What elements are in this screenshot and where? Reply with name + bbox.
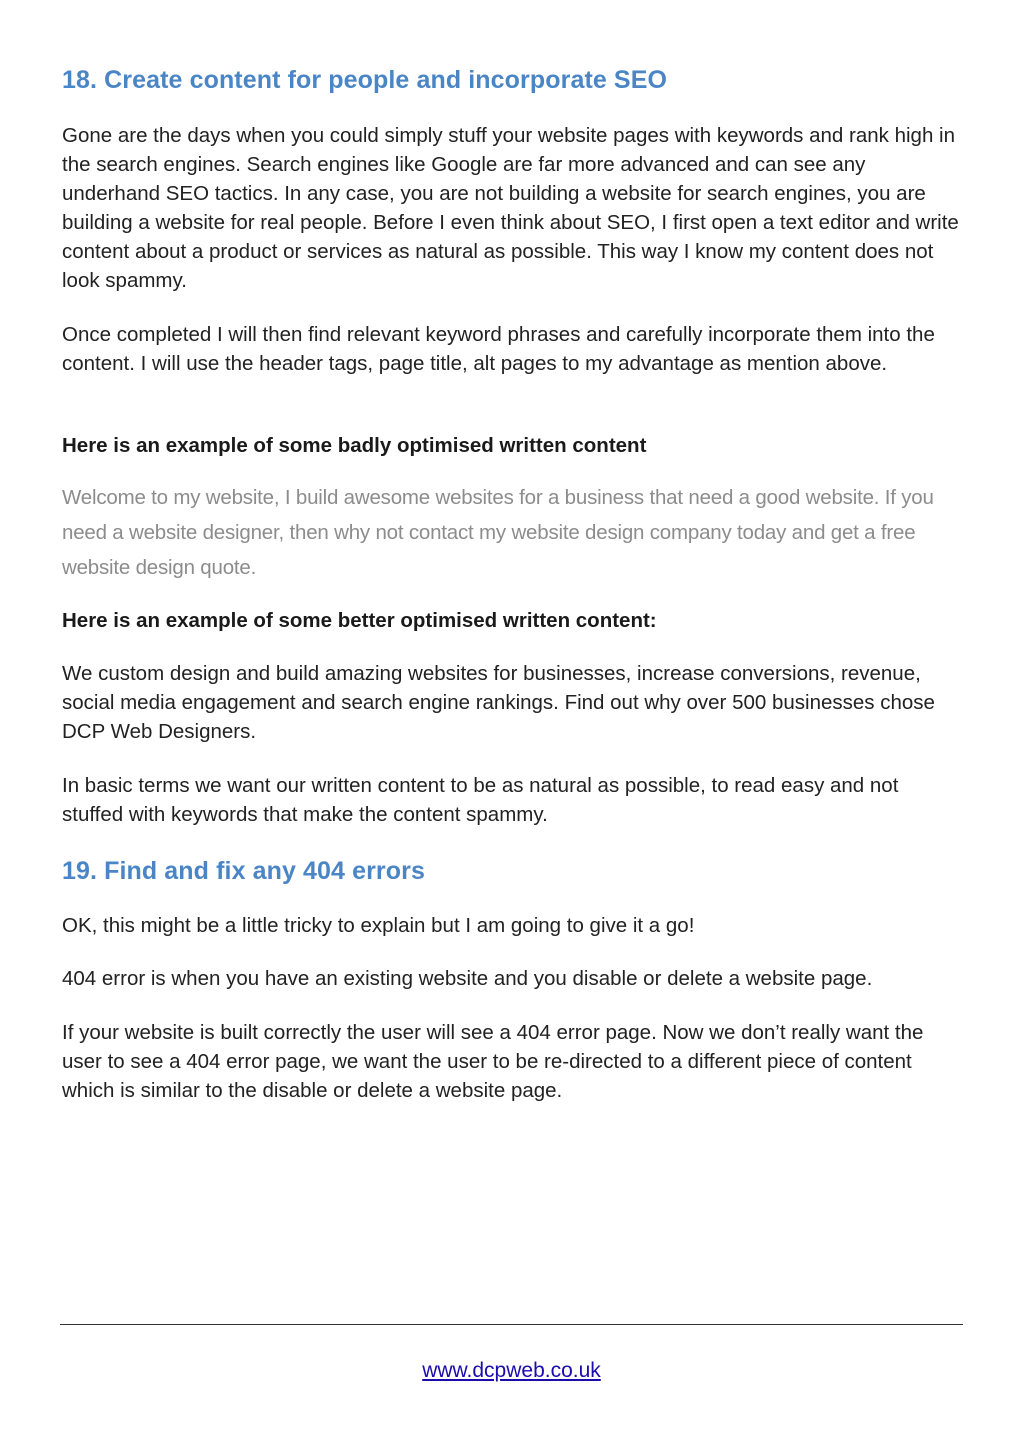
section-19-paragraph-2: 404 error is when you have an existing website and you disable or delete a website page.	[62, 967, 873, 990]
bad-example-label: Here is an example of some badly optimised written content	[62, 434, 647, 457]
section-19-heading: 19. Find and fix any 404 errors	[62, 857, 425, 885]
section-18-heading: 18. Create content for people and incorporate SEO	[62, 66, 668, 94]
good-example-label: Here is an example of some better optimised written content:	[62, 609, 657, 632]
section-18-paragraph-1: Gone are the days when you could simply stuff your website pages with keywords and rank high in the search engines. Search engines like Google are far more advanced and can see any underhand SEO tactics. In any case, you are not building a website for search engines, you are building a website for real people. Before I even think about SEO, I first open a text editor and write content about a product or services as natural as possible. This way I know my content does not look spammy.	[62, 124, 959, 292]
section-19-paragraph-1: OK, this might be a little tricky to explain but I am going to give it a go!	[62, 914, 695, 937]
footer	[0, 1357, 1023, 1385]
bad-example-text: Welcome to my website, I build awesome websites for a business that need a good website. If you need a website designer, then why not contact my website design company today and get a free website design quote.	[62, 486, 934, 579]
section-19-paragraph-3: If your website is built correctly the user will see a 404 error page. Now we don’t really want the user to see a 404 error page, we want the user to be re-directed to a different piece of content which is similar to the disable or delete a website page.	[62, 1021, 924, 1102]
section-18-paragraph-3: In basic terms we want our written content to be as natural as possible, to read easy and not stuffed with keywords that make the content spammy.	[62, 774, 899, 826]
footer-website-link[interactable]: www.dcpweb.co.uk	[422, 1359, 601, 1382]
footer-divider	[60, 1324, 963, 1325]
section-18-paragraph-2: Once completed I will then find relevant keyword phrases and carefully incorporate them into the content. I will use the header tags, page title, alt pages to my advantage as mention above.	[62, 323, 935, 375]
good-example-text: We custom design and build amazing websites for businesses, increase conversions, revenue, social media engagement and search engine rankings. Find out why over 500 businesses chose DCP Web Designers.	[62, 662, 935, 743]
